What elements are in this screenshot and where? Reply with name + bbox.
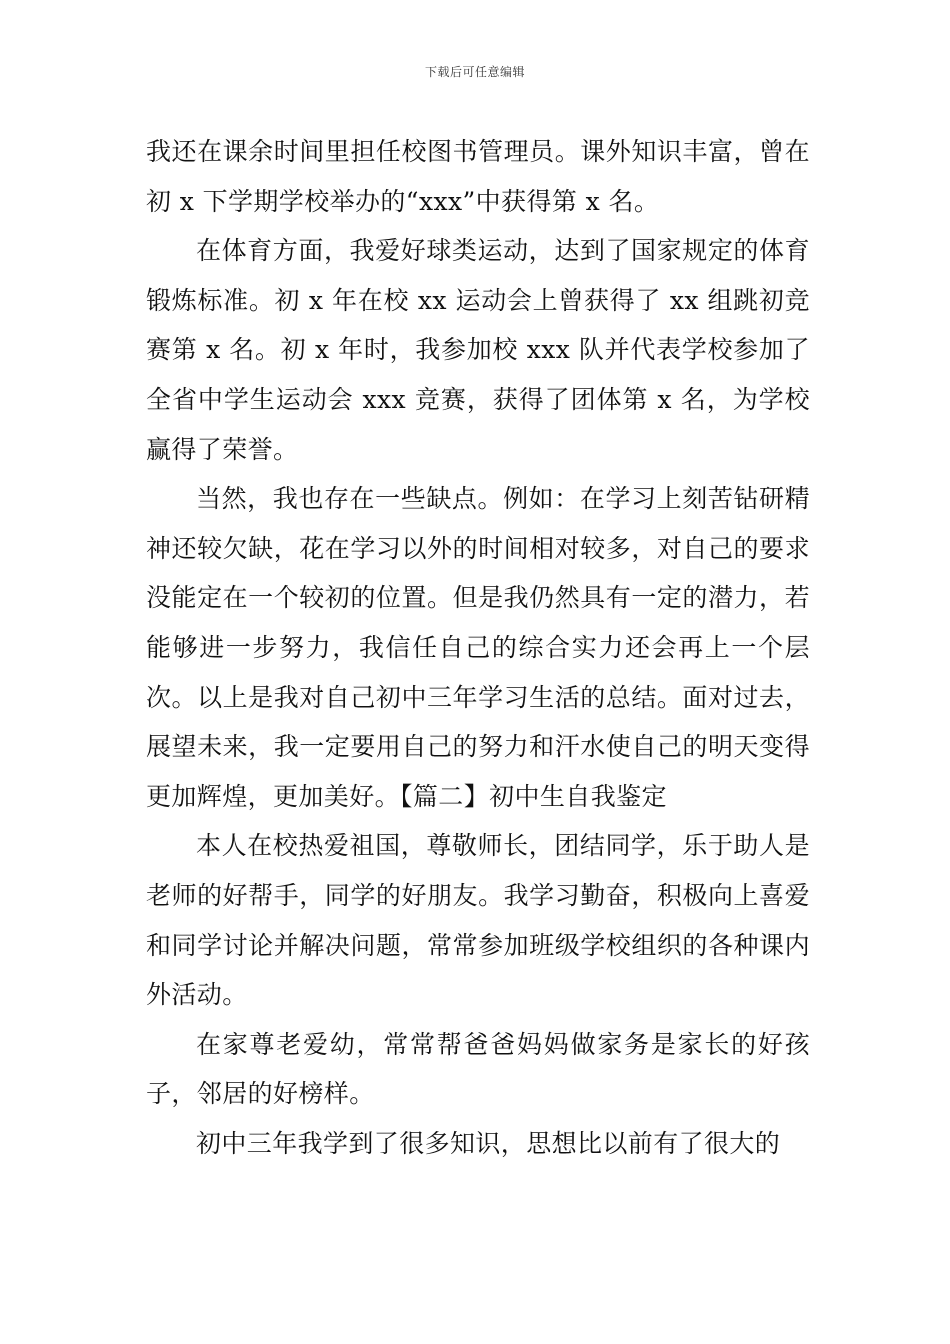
document-body <box>146 127 810 1168</box>
paragraph-school-conduct: 本人在校热爱祖国，尊敬师长，团结同学，乐于助人是老师的好帮手，同学的好朋友。我学习勤奋，积极向上喜爱和同学讨论并解决问题，常常参加班级学校组织的各种课内外活动。 <box>146 831 810 1010</box>
paragraph-sports: 在体育方面，我爱好球类运动，达到了国家规定的体育锻炼标准。初 x 年在校 xx 运动会上曾获得了 xx 组跳初竞赛第 x 名。初 x 年时，我参加校 xxx 队并代表学校参加了全省中学生运动会 xxx 竞赛，获得了团体第 x 名，为学校赢得了荣誉。 <box>146 236 810 464</box>
paragraph-library-admin: 我还在课余时间里担任校图书管理员。课外知识丰富，曾在初 x 下学期学校举办的“xxx”中获得第 x 名。 <box>146 137 810 216</box>
paragraph-shortcomings: 当然，我也存在一些缺点。例如：在学习上刻苦钻研精神还较欠缺，花在学习以外的时间相对较多，对自己的要求没能定在一个较初的位置。但是我仍然具有一定的潜力，若能够进一步努力，我信任自己的综合实力还会再上一个层次。以上是我对自己初中三年学习生活的总结。面对过去，展望未来，我一定要用自己的努力和汗水使自己的明天变得更加辉煌，更加美好。【篇二】初中生自我鉴定 <box>146 484 810 811</box>
paragraph-home-conduct: 在家尊老爱幼，常常帮爸爸妈妈做家务是家长的好孩子，邻居的好榜样。 <box>146 1029 810 1109</box>
paragraph-knowledge: 初中三年我学到了很多知识，思想比以前有了很大的 <box>196 1128 781 1158</box>
page-header: 下载后可任意编辑 <box>424 65 525 79</box>
